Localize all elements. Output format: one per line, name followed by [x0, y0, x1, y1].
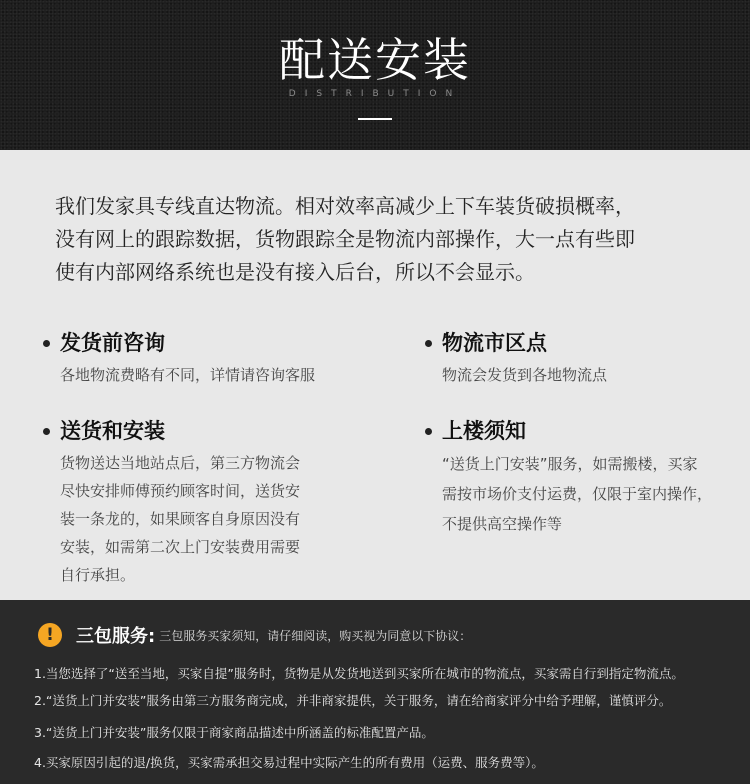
page-subtitle: DISTRIBUTION — [288, 89, 462, 99]
desc-line: 不提供高空操作等 — [442, 515, 563, 533]
term-item: 3.“送货上门并安装”服务仅限于商家商品描述中所涵盖的标准配置产品。 — [34, 725, 434, 740]
info-item-title: 送货和安装 — [60, 419, 165, 443]
bullet-icon — [425, 340, 432, 347]
info-item-logistics-point — [425, 329, 607, 389]
info-item-title: 上楼须知 — [442, 419, 526, 443]
bullet-icon — [43, 340, 50, 347]
desc-line: 需按市场价支付运费，仅限于室内操作， — [442, 485, 713, 503]
desc-line: 货物送达当地站点后，第三方物流会 — [60, 454, 301, 472]
intro-paragraph — [55, 190, 705, 289]
warranty-footer — [0, 600, 750, 784]
intro-line: 没有网上的跟踪数据，货物跟踪全是物流内部操作，大一点有些即 — [55, 227, 635, 251]
header-banner — [0, 0, 750, 150]
warranty-title: 三包服务: — [76, 626, 156, 647]
info-item-desc — [60, 361, 315, 389]
intro-line: 我们发家具专线直达物流。相对效率高减少上下车装货破损概率， — [55, 194, 635, 218]
bullet-icon — [425, 428, 432, 435]
term-item: 4.买家原因引起的退/换货，买家需承担交易过程中实际产生的所有费用（运费、服务费等）。 — [34, 755, 544, 770]
bullet-icon — [43, 428, 50, 435]
info-item-desc — [442, 361, 607, 389]
page-title: 配送安装 — [279, 33, 471, 87]
title-divider — [358, 118, 392, 120]
desc-line: 各地物流费略有不同，详情请咨询客服 — [60, 366, 316, 384]
desc-line: 物流会发货到各地物流点 — [442, 366, 608, 384]
info-item-delivery-install — [43, 417, 300, 589]
term-item: 2.“送货上门并安装”服务由第三方服务商完成，并非商家提供，关于服务，请在给商家评分中给予理解，谨慎评分。 — [34, 693, 672, 708]
info-item-desc — [442, 449, 712, 539]
info-item-title: 发货前咨询 — [60, 331, 165, 355]
info-item-upstairs — [425, 417, 712, 539]
term-item: 1.当您选择了“送至当地，买家自提”服务时，货物是从发货地送到买家所在城市的物流点，买家需自行到指定物流点。 — [34, 666, 684, 681]
desc-line: 安装，如需第二次上门安装费用需要 — [60, 538, 301, 556]
desc-line: 自行承担。 — [60, 566, 136, 584]
intro-line: 使有内部网络系统也是没有接入后台，所以不会显示。 — [55, 260, 535, 284]
warning-icon: ! — [38, 623, 62, 647]
info-item-pre-shipping — [43, 329, 315, 389]
desc-line: 尽快安排师傅预约顾客时间，送货安 — [60, 482, 301, 500]
desc-line: 装一条龙的，如果顾客自身原因没有 — [60, 510, 301, 528]
info-item-title: 物流市区点 — [442, 331, 547, 355]
info-item-desc — [60, 449, 300, 589]
warranty-subtitle: 三包服务买家须知，请仔细阅读，购买视为同意以下协议： — [159, 628, 472, 643]
warranty-header — [38, 622, 471, 648]
desc-line: “送货上门安装”服务，如需搬楼，买家 — [442, 455, 698, 473]
